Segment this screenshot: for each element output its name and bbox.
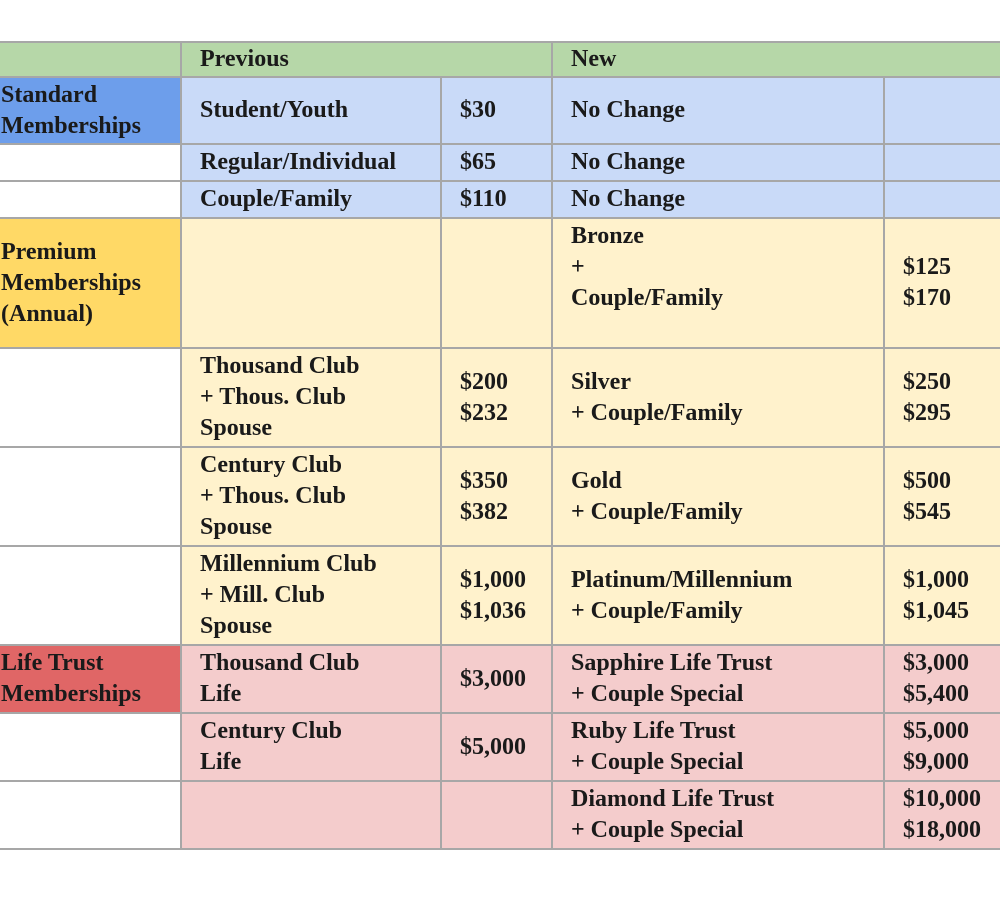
cell-text-line: Memberships [1,112,141,139]
cell-text-line: Millennium Club [200,551,377,577]
cell-text-line: $30 [460,97,496,123]
new-price-cell [885,219,1000,349]
previous-name-cell [182,349,442,448]
new-name-cell [553,349,885,448]
category-cell [0,182,182,219]
cell-text-line: Life Trust [1,650,104,676]
cell-text-line: + Couple/Family [571,498,743,525]
cell-text-line: Century Club [200,718,343,744]
table-row [0,349,1000,448]
table-row [0,547,1000,646]
cell-text-line: Bronze [571,223,644,249]
new-name-cell [553,448,885,547]
cell-text-line: (Annual) [1,300,94,327]
cell-text-line: Spouse [200,415,273,441]
cell-text-line: $5,000 [460,733,526,760]
table-row [0,219,1000,349]
previous-price-cell [442,219,553,349]
new-name-cell [553,145,885,182]
cell-text-line: Diamond Life Trust [571,786,775,812]
previous-name-cell [182,448,442,547]
cell-text-line: Memberships [1,269,141,296]
table-row [0,78,1000,145]
cell-text-line: Ruby Life Trust [571,718,736,744]
header-blank-cell [0,41,182,78]
cell-text-line: Gold [571,467,622,494]
previous-name-cell [182,182,442,219]
cell-text-line: Spouse [200,514,273,540]
new-name-cell [553,182,885,219]
category-cell [0,219,182,349]
cell-text-line: $125 [903,254,951,280]
new-name-cell [553,219,885,349]
cell-text-line: Life [200,681,242,707]
category-cell [0,646,182,714]
cell-text-line: $3,000 [460,665,526,692]
category-cell [0,714,182,782]
new-price-cell [885,448,1000,547]
cell-text-line: + Couple Special [571,681,744,707]
cell-text-line: Regular/Individual [200,149,397,175]
cell-text-line: $200 [460,368,508,395]
cell-text-line: $545 [903,498,951,525]
previous-price-cell [442,78,553,145]
cell-text-line: Century Club [200,452,343,478]
cell-text-line: Couple/Family [200,186,353,212]
category-cell [0,547,182,646]
previous-name-cell [182,78,442,145]
new-price-cell [885,349,1000,448]
cell-text-line: + Couple/Family [571,597,743,624]
new-price-cell [885,646,1000,714]
cell-text-line: $500 [903,467,951,494]
previous-name-cell [182,219,442,349]
cell-text-line: Memberships [1,681,141,707]
cell-text-line: Silver [571,368,631,395]
cell-text-line: Sapphire Life Trust [571,650,773,676]
cell-text-line: Standard [1,81,98,108]
cell-text-line: $5,000 [903,718,969,744]
header-new: New [553,41,1000,78]
previous-price-cell [442,145,553,182]
previous-price-cell [442,547,553,646]
previous-name-cell [182,547,442,646]
new-price-cell [885,547,1000,646]
cell-text-line: + Thous. Club [200,384,346,410]
new-name-cell [553,547,885,646]
cell-text-line: + Mill. Club [200,582,326,608]
previous-name-cell [182,714,442,782]
cell-text-line: + Couple Special [571,749,744,775]
cell-text-line: + [571,254,585,280]
previous-name-cell [182,145,442,182]
new-price-cell [885,182,1000,219]
cell-text-line: $1,036 [460,597,526,624]
category-cell [0,448,182,547]
cell-text-line: $382 [460,498,508,525]
cell-text-line: $350 [460,467,508,494]
table-row [0,714,1000,782]
header-previous: Previous [182,41,553,78]
previous-price-cell [442,782,553,850]
cell-text-line: $1,045 [903,597,969,624]
cell-text-line: $1,000 [460,566,526,593]
new-price-cell [885,78,1000,145]
table-row [0,448,1000,547]
cell-text-line: $250 [903,368,951,395]
cell-text-line: Spouse [200,613,273,639]
cell-text-line: $9,000 [903,749,969,775]
previous-price-cell [442,182,553,219]
cell-text-line: $18,000 [903,817,981,843]
cell-text-line: $232 [460,399,508,426]
table-row [0,145,1000,182]
cell-text-line: $110 [460,186,507,212]
cell-text-line: $295 [903,399,951,426]
previous-name-cell [182,782,442,850]
cell-text-line: Premium [1,238,97,265]
category-cell [0,782,182,850]
cell-text-line: Platinum/Millennium [571,566,793,593]
new-price-cell [885,714,1000,782]
previous-price-cell [442,448,553,547]
cell-text-line: Life [200,749,242,775]
cell-text-line: No Change [571,97,686,123]
table-row [0,782,1000,850]
previous-price-cell [442,349,553,448]
cell-text-line: + Couple/Family [571,399,743,426]
new-price-cell [885,145,1000,182]
cell-text-line: Thousand Club [200,650,360,676]
cell-text-line: $10,000 [903,786,981,812]
previous-price-cell [442,714,553,782]
cell-text-line: No Change [571,149,686,175]
new-name-cell [553,646,885,714]
header-row [0,41,1000,78]
category-cell [0,349,182,448]
category-cell [0,78,182,145]
cell-text-line: $65 [460,149,496,175]
new-name-cell [553,714,885,782]
cell-text-line: + Thous. Club [200,483,346,509]
cell-text-line: Student/Youth [200,97,349,123]
cell-text-line: $170 [903,285,951,311]
cell-text-line: $3,000 [903,650,969,676]
cell-text-line: No Change [571,186,686,212]
table-row [0,646,1000,714]
category-cell [0,145,182,182]
cell-text-line: Couple/Family [571,285,724,311]
new-price-cell [885,782,1000,850]
table-row [0,182,1000,219]
new-name-cell [553,78,885,145]
new-name-cell [553,782,885,850]
cell-text-line: $5,400 [903,681,969,707]
membership-pricing-table [0,41,1000,850]
previous-price-cell [442,646,553,714]
cell-text-line: + Couple Special [571,817,744,843]
cell-text-line: $1,000 [903,566,969,593]
previous-name-cell [182,646,442,714]
cell-text-line: Thousand Club [200,353,360,379]
